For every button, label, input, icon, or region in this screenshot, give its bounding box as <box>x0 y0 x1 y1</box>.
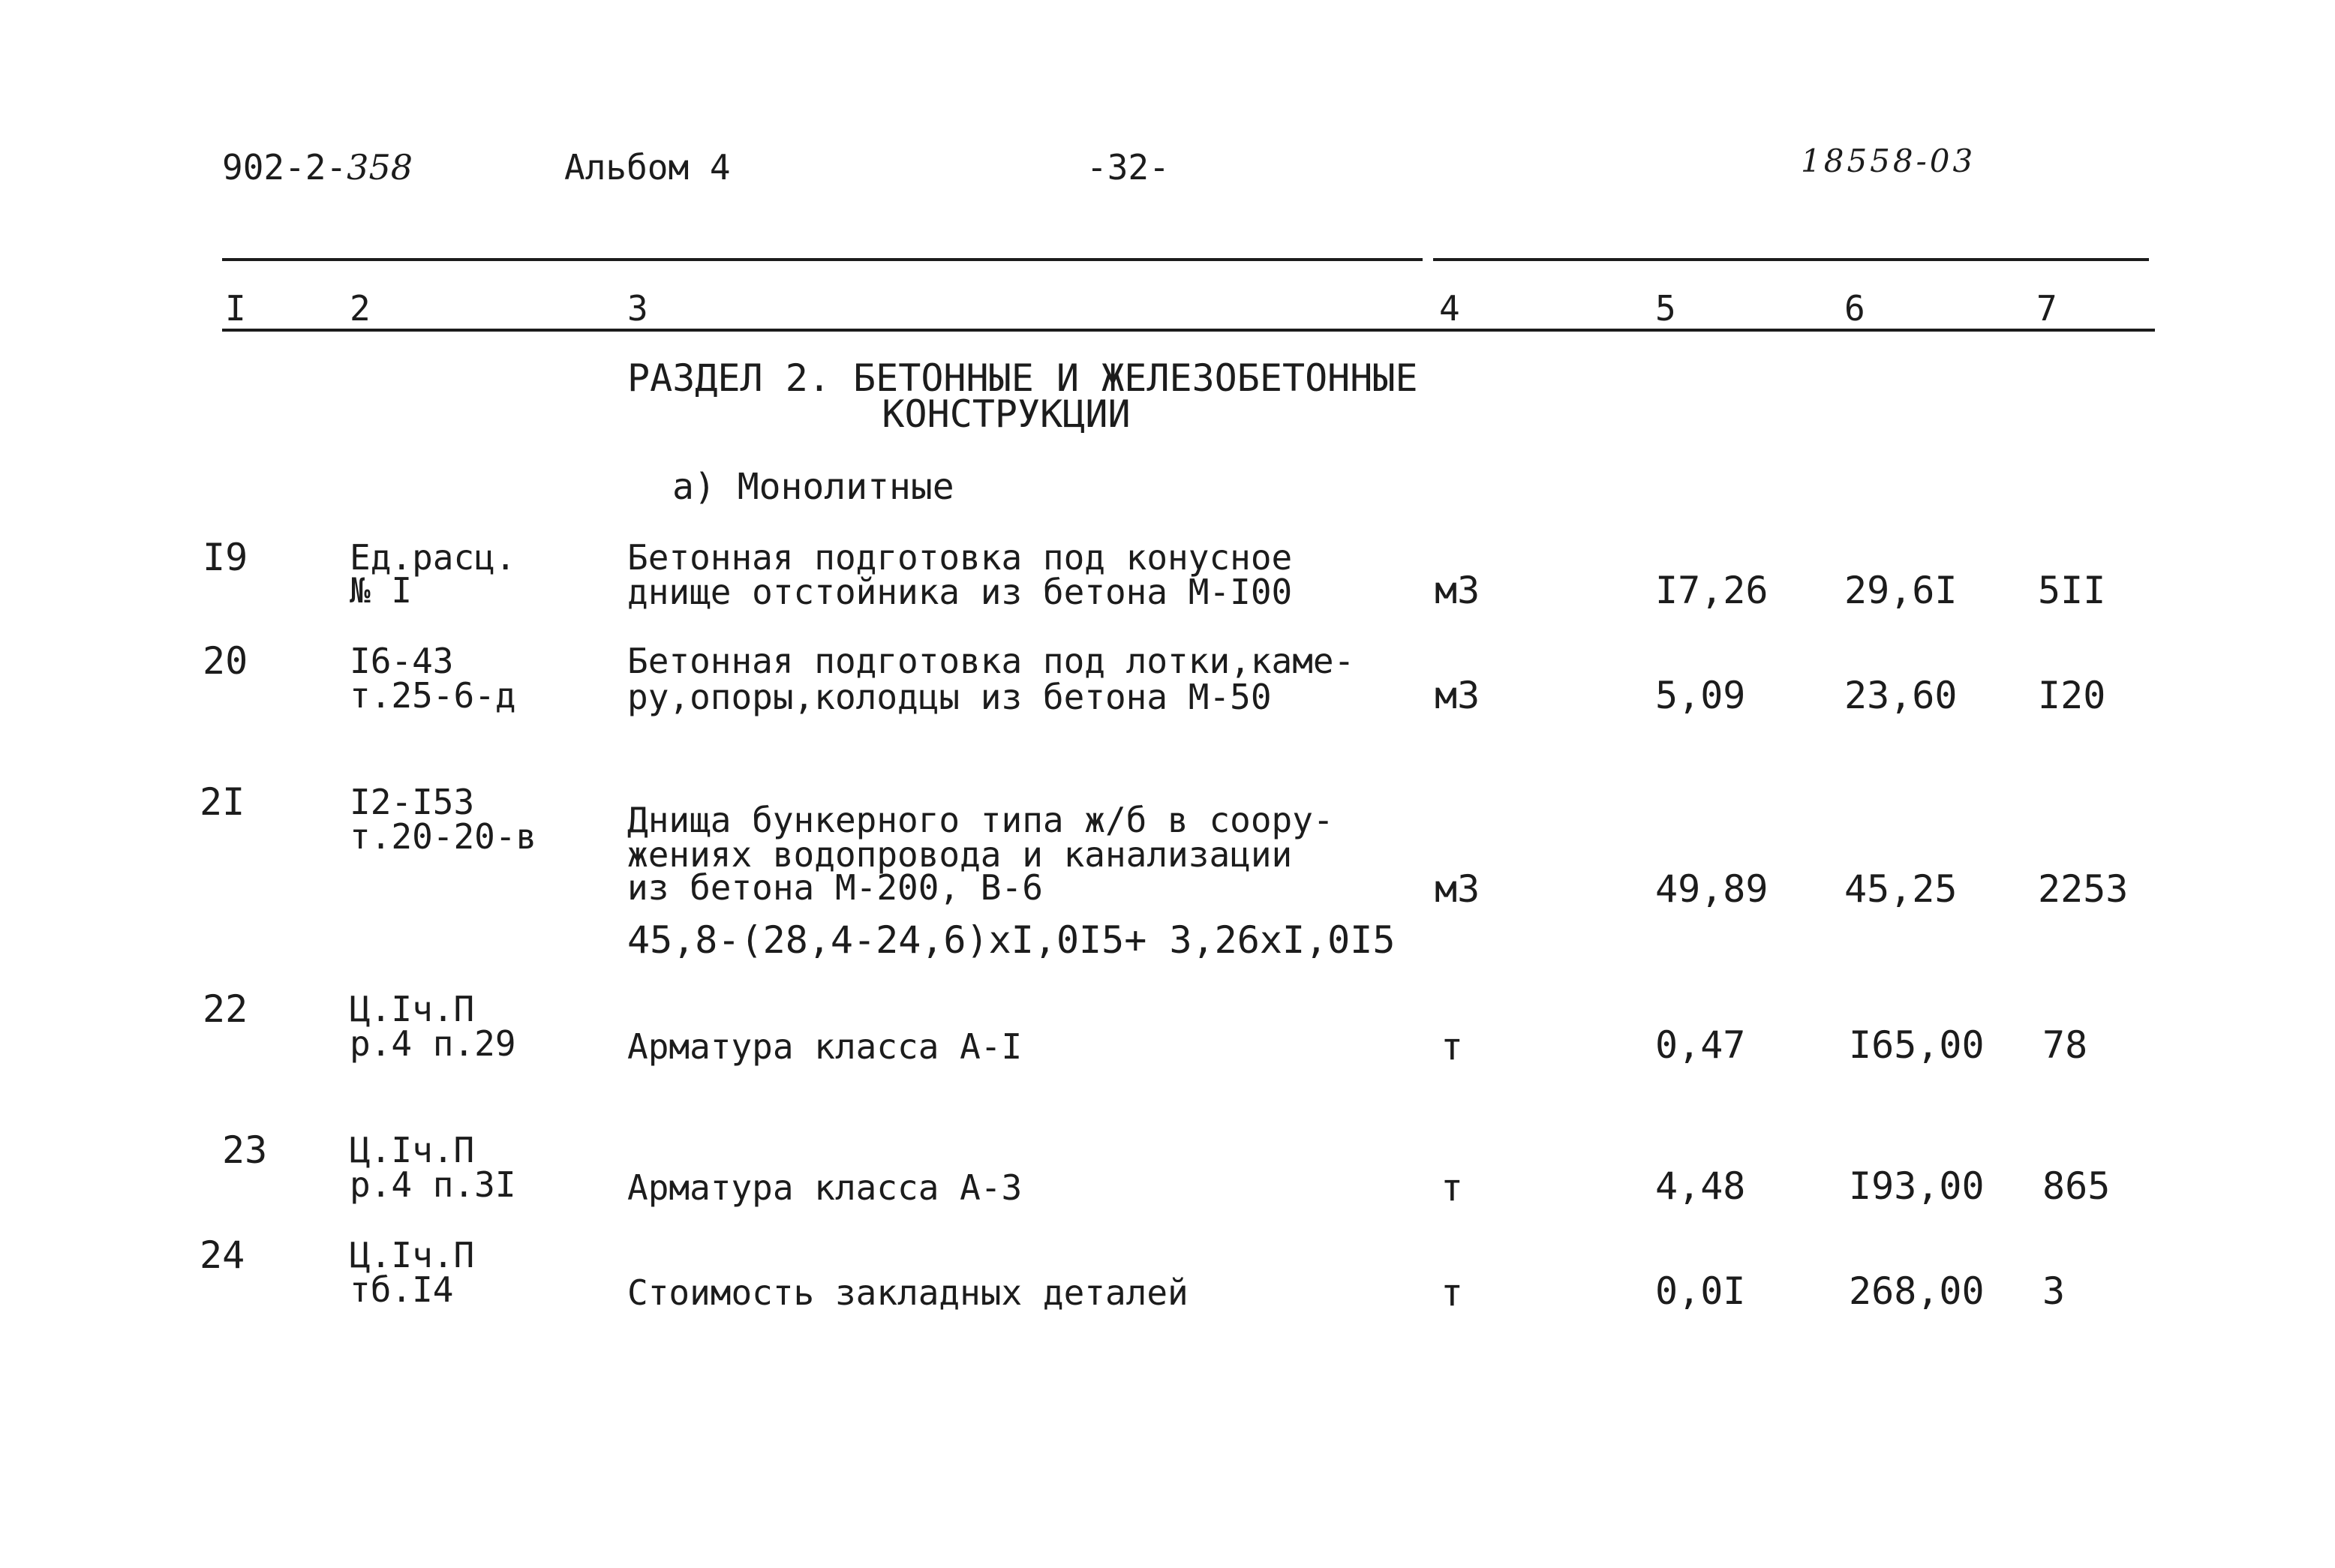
document-number <box>222 147 413 188</box>
row-total: 78 <box>2042 1023 2088 1067</box>
row-code-line-1: I2-I53 <box>350 782 475 822</box>
page-number: -32- <box>1086 147 1170 188</box>
row-quantity: 0,0I <box>1655 1269 1746 1313</box>
row-code-line-1: Ц.Iч.П <box>350 1235 475 1275</box>
row-total: I20 <box>2038 674 2106 717</box>
stamp-number: 18558-03 <box>1801 143 1976 179</box>
row-total: 865 <box>2042 1164 2111 1208</box>
document-number-printed: 902-2- <box>222 147 347 188</box>
top-rule-right <box>1433 258 2149 261</box>
row-description-line-1: Арматура класса А-I <box>627 1026 1023 1067</box>
row-unit: т <box>1441 1166 1464 1209</box>
column-number-4: 4 <box>1439 288 1460 329</box>
row-number: 24 <box>200 1233 245 1277</box>
row-description-line-1: Стоимость закладных деталей <box>627 1272 1189 1313</box>
row-description-line-1: Бетонная подготовка под лотки,каме- <box>627 641 1355 681</box>
row-quantity: I7,26 <box>1655 569 1769 612</box>
document-number-handwritten: 358 <box>347 147 413 188</box>
row-description-line-1: Бетонная подготовка под конусное <box>627 537 1293 578</box>
row-unit: м3 <box>1435 569 1480 612</box>
row-description-line-1: Днища бункерного типа ж/б в соору- <box>627 800 1334 840</box>
row-unit: м3 <box>1435 867 1480 911</box>
row-total: 2253 <box>2038 867 2129 911</box>
row-unit: т <box>1441 1271 1464 1314</box>
row-number: 2I <box>200 780 245 824</box>
section-subtitle: а) Монолитные <box>672 466 954 508</box>
column-number-5: 5 <box>1655 288 1676 329</box>
row-number: 20 <box>203 639 248 683</box>
row-quantity: 5,09 <box>1655 674 1746 717</box>
section-title-line-2: КОНСТРУКЦИИ <box>882 392 1131 436</box>
column-number-3: 3 <box>627 288 648 329</box>
row-code-line-1: Ц.Iч.П <box>350 1130 475 1170</box>
row-unit: м3 <box>1435 674 1480 717</box>
row-code-line-2: № I <box>350 570 413 611</box>
row-code-line-1: Ц.Iч.П <box>350 989 475 1029</box>
column-number-1: I <box>225 288 246 329</box>
row-description-line-3: из бетона М-200, В-6 <box>627 867 1043 908</box>
row-code-line-1: I6-43 <box>350 641 454 681</box>
top-rule-left <box>222 258 1423 261</box>
section-title <box>627 356 1418 436</box>
row-number: I9 <box>203 536 248 579</box>
row-code-line-2: р.4 п.3I <box>350 1164 516 1205</box>
row-unit-price: 268,00 <box>1849 1269 1985 1313</box>
row-unit-price: 29,6I <box>1844 569 1958 612</box>
column-number-7: 7 <box>2036 288 2057 329</box>
row-quantity: 0,47 <box>1655 1023 1746 1067</box>
row-number: 23 <box>222 1128 268 1172</box>
section-title-line-1: РАЗДЕЛ 2. БЕТОННЫЕ И ЖЕЛЕЗОБЕТОННЫЕ <box>627 356 1418 400</box>
row-code-line-2: тб.I4 <box>350 1269 454 1310</box>
album-label: Альбом 4 <box>564 147 731 188</box>
row-code-line-2: т.20-20-в <box>350 816 537 857</box>
column-number-2: 2 <box>350 288 371 329</box>
row-code-line-2: т.25-6-д <box>350 675 516 716</box>
row-unit-price: I93,00 <box>1849 1164 1985 1208</box>
row-description-line-2: днище отстойника из бетона М-I00 <box>627 572 1293 612</box>
row-unit-price: I65,00 <box>1849 1023 1985 1067</box>
row-description-line-2: ру,опоры,колодцы из бетона М-50 <box>627 677 1272 717</box>
row-total: 3 <box>2042 1269 2066 1313</box>
column-header-rule <box>222 329 2155 332</box>
row-unit-price: 23,60 <box>1844 674 1958 717</box>
row-description-line-2: жениях водопровода и канализации <box>627 834 1293 875</box>
row-description-line-1: Арматура класса А-3 <box>627 1167 1023 1208</box>
row-quantity: 49,89 <box>1655 867 1769 911</box>
row-unit: т <box>1441 1025 1464 1068</box>
row-unit-price: 45,25 <box>1844 867 1958 911</box>
row-formula: 45,8-(28,4-24,6)хI,0I5+ 3,26хI,0I5 <box>627 918 1396 962</box>
row-code-line-1: Ед.расц. <box>350 537 516 578</box>
row-code-line-2: р.4 п.29 <box>350 1023 516 1064</box>
column-number-6: 6 <box>1844 288 1865 329</box>
row-quantity: 4,48 <box>1655 1164 1746 1208</box>
row-number: 22 <box>203 987 248 1031</box>
row-total: 5II <box>2038 569 2106 612</box>
